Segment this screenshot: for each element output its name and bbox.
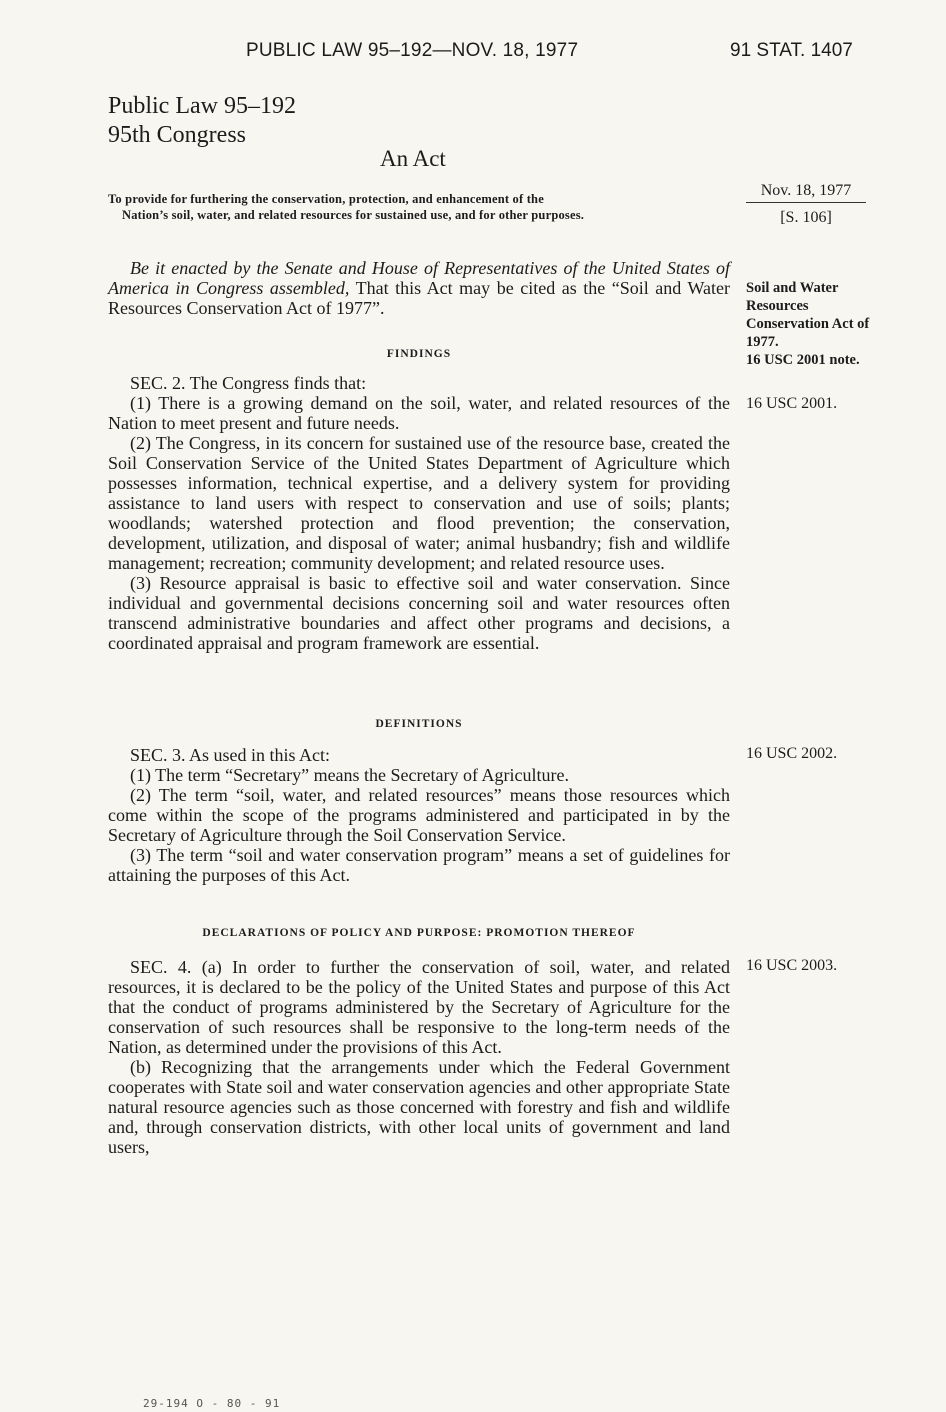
sec4-subsection-b: (b) Recognizing that the arrangements under which the Federal Government cooperates with State soil and water conservation agencies and other appropriate State natural resource agencies such as those concerned with forestry and fish and wildlife and, through conservation districts, with other local units of government and land users,	[108, 1057, 730, 1157]
enacting-clause-text: That this Act may be cited as the “Soil and Water Resources Conservation Act of 1977”.	[108, 278, 731, 318]
enacting-clause	[108, 258, 730, 318]
public-law-number: Public Law 95–192	[108, 93, 296, 119]
definitions-heading: DEFINITIONS	[375, 718, 463, 730]
sec2-citation: 16 USC 2001.	[746, 395, 838, 412]
law-title-block	[108, 92, 296, 150]
sec3-para-1: (1) The term “Secretary” means the Secretary of Agriculture.	[130, 765, 569, 785]
enacting-clause-italic: Be it enacted by the Senate and House of Representatives of the United States of America in Congress assembled,	[108, 258, 730, 298]
policy-heading: DECLARATIONS OF POLICY AND PURPOSE: PROMOTION THEREOF	[202, 927, 636, 939]
purpose-line-1: To provide for furthering the conservation, protection, and enhancement of the	[108, 192, 544, 206]
sec3-para-2: (2) The term “soil, water, and related resources” means those resources which come within the scope of the programs administered and participated in by the Secretary of Agriculture through the Soil Conservation Service.	[108, 785, 730, 845]
enactment-date: Nov. 18, 1977	[746, 182, 866, 203]
section-2	[108, 373, 730, 653]
sec3-para-3: (3) The term “soil and water conservation program” means a set of guidelines for attaining the purposes of this Act.	[108, 845, 730, 885]
running-head-citation: PUBLIC LAW 95–192—NOV. 18, 1977	[246, 40, 579, 61]
purpose-line-2: Nation’s soil, water, and related resources for sustained use, and for other purposes.	[122, 208, 585, 222]
purpose-statement	[108, 191, 730, 223]
margin-note-short-title	[746, 279, 876, 369]
congress-number: 95th Congress	[108, 122, 246, 148]
margin-date-block	[746, 182, 866, 227]
section-4	[108, 957, 730, 1157]
short-title-note: Soil and Water Resources Conservation Act of 1977.	[746, 280, 870, 350]
findings-heading: FINDINGS	[386, 348, 452, 360]
sec3-intro: SEC. 3. As used in this Act:	[130, 745, 331, 765]
sec3-citation: 16 USC 2002.	[746, 745, 838, 762]
sec2-intro: SEC. 2. The Congress finds that:	[130, 373, 367, 393]
running-head	[0, 40, 946, 68]
short-title-citation: 16 USC 2001 note.	[746, 352, 860, 368]
bill-number: [S. 106]	[780, 209, 832, 226]
sec4-citation: 16 USC 2003.	[746, 957, 838, 974]
act-heading: An Act	[380, 146, 446, 171]
sec4-subsection-a: SEC. 4. (a) In order to further the conservation of soil, water, and related resources, it is declared to be the policy of the United States and purpose of this Act that the conduct of programs administered by the Secretary of Agriculture for the conservation of such resources shall be responsive to the long-term needs of the Nation, as determined under the provisions of this Act.	[108, 957, 730, 1057]
printer-footer: 29-194 O - 80 - 91	[143, 1397, 281, 1410]
sec2-para-3: (3) Resource appraisal is basic to effective soil and water conservation. Since individual and governmental decisions concerning soil and water resources often transcend administrative boundaries and affect other programs and decisions, a coordinated appraisal and program framework are essential.	[108, 573, 730, 653]
sec2-para-1: (1) There is a growing demand on the soil, water, and related resources of the Nation to meet present and future needs.	[108, 393, 730, 433]
sec2-para-2: (2) The Congress, in its concern for sustained use of the resource base, created the Soil Conservation Service of the United States Department of Agriculture which possesses information, technical expertise, and a delivery system for providing assistance to land users with respect to conservation and use of soils; plants; woodlands; watershed protection and flood prevention; the conservation, development, utilization, and disposal of water; animal husbandry; fish and wildlife management; recreation; community development; and related resource uses.	[108, 433, 730, 573]
section-3	[108, 745, 730, 885]
statute-page-number: 91 STAT. 1407	[730, 40, 853, 61]
